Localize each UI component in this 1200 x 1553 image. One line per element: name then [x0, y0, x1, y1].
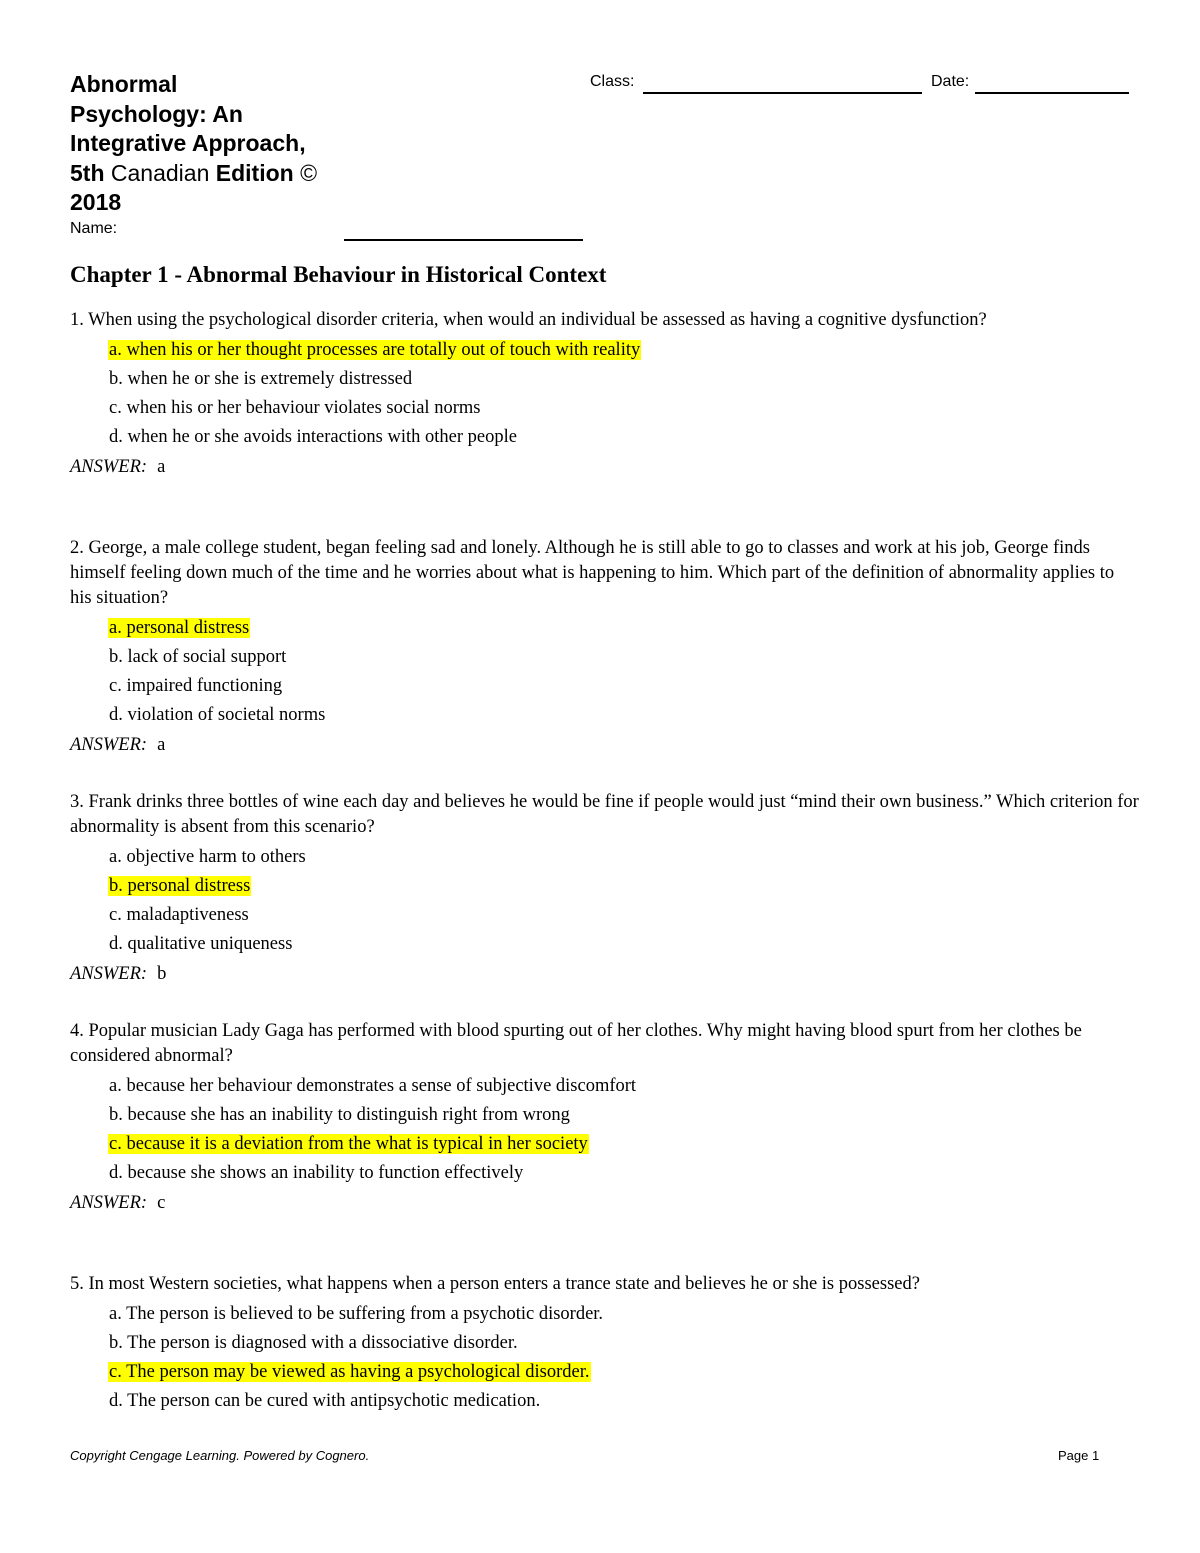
option-b [108, 1103, 1140, 1127]
edition-number: 5th [70, 159, 105, 186]
option-text: b. because she has an inability to distinguish right from wrong [109, 1105, 570, 1125]
option-b [108, 874, 1140, 898]
option-text: d. The person can be cured with antipsychotic medication. [109, 1391, 541, 1411]
option-text: d. because she shows an inability to function effectively [109, 1163, 524, 1183]
option-text: a. when his or her thought processes are totally out of touch with reality [109, 340, 641, 360]
question-stem: 5. In most Western societies, what happens when a person enters a trance state and believes he or she is possessed? [70, 1274, 920, 1294]
option-text: a. personal distress [109, 618, 250, 638]
option-a [108, 338, 1140, 362]
class-label: Class: [590, 73, 635, 90]
option-text: a. The person is believed to be suffering from a psychotic disorder. [109, 1304, 604, 1324]
answer-label: ANSWER: [70, 457, 148, 477]
book-edition-line [70, 159, 370, 189]
option-d [108, 703, 1140, 727]
option-text: b. when he or she is extremely distressed [109, 369, 413, 389]
book-year: 2018 [70, 189, 122, 215]
option-text: a. objective harm to others [109, 847, 306, 867]
option-text: c. maladaptiveness [109, 905, 249, 925]
options-list [70, 616, 1140, 727]
option-d [108, 1389, 1140, 1413]
book-title-line-3: Integrative Approach, [70, 130, 306, 156]
option-d [108, 425, 1140, 449]
answer-value: a [157, 735, 166, 755]
copyright-symbol: © [300, 159, 318, 186]
edition-label: Edition [215, 159, 301, 186]
footer-copyright: Copyright Cengage Learning. Powered by Cognero. [70, 1448, 370, 1463]
option-b [108, 645, 1140, 669]
option-text: a. because her behaviour demonstrates a sense of subjective discomfort [109, 1076, 637, 1096]
option-text: c. The person may be viewed as having a psychological disorder. [109, 1362, 590, 1382]
name-label: Name: [70, 220, 118, 237]
option-text: d. qualitative uniqueness [109, 934, 293, 954]
option-b [108, 1331, 1140, 1355]
question-5 [70, 1272, 1140, 1414]
question-1 [70, 308, 1140, 480]
options-list [70, 1302, 1140, 1413]
question-3 [70, 790, 1140, 987]
answer-value: b [157, 964, 167, 984]
answer-value: c [157, 1193, 166, 1213]
option-text: c. impaired functioning [109, 676, 283, 696]
option-c [108, 1360, 1140, 1384]
option-a [108, 1074, 668, 1098]
answer-value: a [157, 457, 166, 477]
name-field-line[interactable] [344, 239, 583, 241]
option-d [108, 932, 1140, 956]
option-text: b. lack of social support [109, 647, 287, 667]
option-c [108, 396, 1140, 420]
option-c [108, 903, 1140, 927]
question-stem: 1. When using the psychological disorder criteria, when would an individual be assessed as having a cognitive dysfunction? [70, 310, 987, 330]
option-a [108, 1302, 1140, 1326]
book-title-line-2: Psychology: An [70, 100, 243, 127]
option-text: b. personal distress [109, 876, 251, 896]
answer-line [70, 1191, 1140, 1216]
question-stem: 4. Popular musician Lady Gaga has performed with blood spurting out of her clothes. Why might having blood spurt from her clothes be considered abnormal? [70, 1021, 1082, 1066]
option-text: d. violation of societal norms [109, 705, 326, 725]
answer-line [70, 733, 1140, 758]
option-b [108, 367, 1140, 391]
date-field-line[interactable] [975, 92, 1129, 94]
edition-word: Canadian [104, 159, 216, 186]
options-list [70, 1074, 1140, 1185]
chapter-title: Chapter 1 - Abnormal Behaviour in Historical Context [70, 262, 607, 287]
option-text: b. The person is diagnosed with a dissociative disorder. [109, 1333, 518, 1353]
option-a [108, 845, 1140, 869]
class-field-line[interactable] [643, 92, 922, 94]
option-text: d. when he or she avoids interactions with other people [109, 427, 517, 447]
options-list [70, 338, 1140, 449]
book-title [70, 70, 370, 218]
question-stem: 2. George, a male college student, began feeling sad and lonely. Although he is still able to go to classes and work at his job, George finds himself feeling down much of the time and he worries about what is happening to him. Which part of the definition of abnormality applies to his situation? [70, 538, 1115, 608]
answer-label: ANSWER: [70, 964, 148, 984]
answer-label: ANSWER: [70, 735, 148, 755]
date-label: Date: [931, 73, 970, 90]
option-text: c. when his or her behaviour violates social norms [109, 398, 481, 418]
option-d [108, 1161, 1140, 1185]
answer-label: ANSWER: [70, 1193, 148, 1213]
option-c [108, 674, 1140, 698]
answer-line [70, 455, 1140, 480]
option-c [108, 1132, 1140, 1156]
options-list [70, 845, 1140, 956]
question-stem: 3. Frank drinks three bottles of wine each day and believes he would be fine if people would just “mind their own business.” Which criterion for abnormality is absent from this scenario? [70, 792, 1139, 837]
option-a [108, 616, 1140, 640]
book-title-line-1: Abnormal [70, 71, 178, 97]
page-number: Page 1 [1058, 1448, 1100, 1463]
question-4 [70, 1019, 1140, 1216]
question-2 [70, 536, 1140, 758]
option-text: c. because it is a deviation from the what is typical in her society [109, 1134, 588, 1154]
answer-line [70, 962, 1140, 987]
